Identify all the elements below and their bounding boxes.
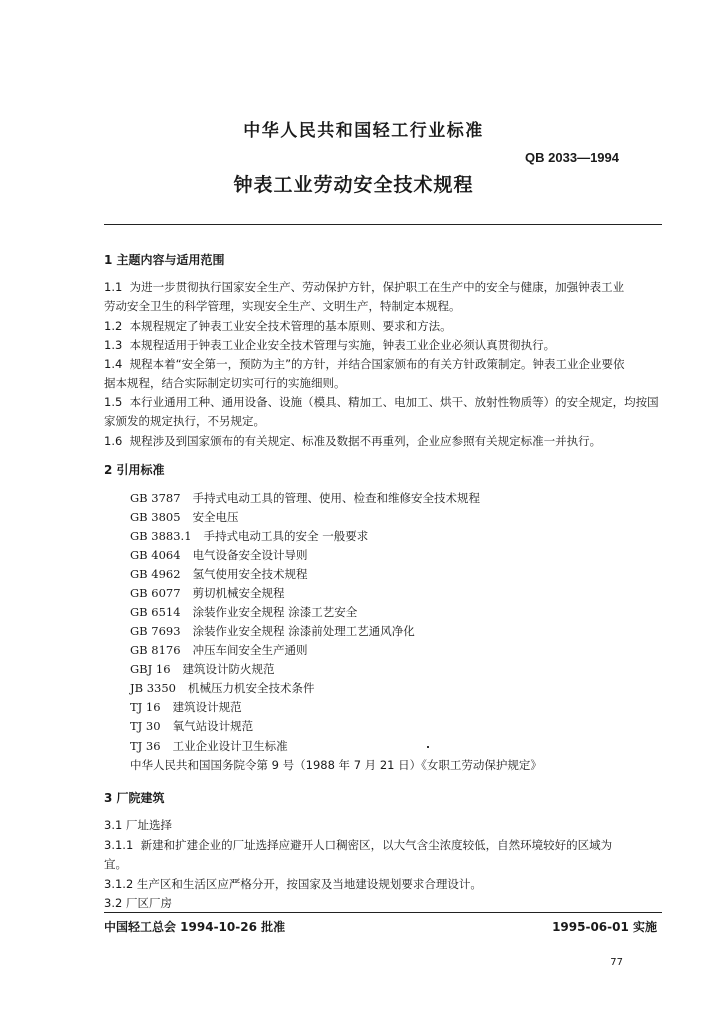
standard-code: QB 2033—1994 bbox=[525, 150, 619, 165]
item-1-1-line1 bbox=[104, 279, 624, 295]
scan-speck bbox=[427, 746, 429, 748]
item-text: 规程本着“安全第一，预防为主”的方针，并结合国家颁布的有关方针政策制定。钟表工业企业要依 bbox=[129, 357, 625, 371]
section-1-heading: 1 主题内容与适用范围 bbox=[104, 253, 225, 267]
item-text: 本行业通用工种、通用设备、设施（模具、精加工、电加工、烘干、放射性物质等）的安全规定，均按国 bbox=[129, 395, 659, 409]
item-text: 为进一步贯彻执行国家安全生产、劳动保护方针，保护职工在生产中的安全与健康，加强钟表工业 bbox=[129, 280, 625, 294]
ref-item: TJ 36 工业企业设计卫生标准 bbox=[130, 739, 288, 753]
item-text: 新建和扩建企业的厂址选择应避开人口稠密区，以大气含尘浓度较低，自然环境较好的区域为 bbox=[140, 838, 613, 852]
section-3-heading: 3 厂院建筑 bbox=[104, 791, 165, 805]
item-1-5-line2: 家颁发的规定执行，不另规定。 bbox=[104, 414, 265, 428]
item-text: 本规程适用于钟表工业企业安全技术管理与实施，钟表工业企业必须认真贯彻执行。 bbox=[129, 338, 556, 352]
item-number: 1.5 bbox=[104, 395, 123, 409]
item-1-5-line1 bbox=[104, 394, 659, 410]
item-3-1-1-line2: 宜。 bbox=[104, 857, 127, 871]
item-number: 1.1 bbox=[104, 280, 123, 294]
footer-rule bbox=[104, 912, 662, 913]
ref-item: GB 6077 剪切机械安全规程 bbox=[130, 586, 285, 600]
ref-item: GB 6514 涂装作业安全规程 涂漆工艺安全 bbox=[130, 605, 358, 619]
implementation-date: 1995-06-01 实施 bbox=[552, 920, 657, 934]
ref-item: GB 8176 冲压车间安全生产通则 bbox=[130, 643, 308, 657]
item-3-1-1-line1 bbox=[104, 837, 612, 853]
ref-item: GB 3805 安全电压 bbox=[130, 510, 239, 524]
document-title: 钟表工业劳动安全技术规程 bbox=[233, 174, 474, 196]
item-1-4-line2: 据本规程，结合实际制定切实可行的实施细则。 bbox=[104, 376, 346, 390]
item-text: 本规程规定了钟表工业安全技术管理的基本原则、要求和方法。 bbox=[129, 319, 452, 333]
decree-reference: 中华人民共和国国务院令第 9 号（1988 年 7 月 21 日）《女职工劳动保护规定》 bbox=[130, 758, 542, 772]
approval-line: 中国轻工总会 1994-10-26 批准 bbox=[104, 920, 286, 934]
item-1-2 bbox=[104, 318, 452, 334]
ref-item: GB 4064 电气设备安全设计导则 bbox=[130, 548, 308, 562]
item-number: 1.2 bbox=[104, 319, 123, 333]
item-3-1: 3.1 厂址选择 bbox=[104, 818, 172, 832]
item-1-3 bbox=[104, 337, 555, 353]
item-3-1-2: 3.1.2 生产区和生活区应严格分开，按国家及当地建设规划要求合理设计。 bbox=[104, 877, 482, 891]
ref-item: TJ 30 氧气站设计规范 bbox=[130, 719, 254, 733]
ref-item: JB 3350 机械压力机安全技术条件 bbox=[130, 681, 315, 695]
header-rule bbox=[104, 224, 662, 225]
item-1-4-line1 bbox=[104, 356, 625, 372]
item-1-6 bbox=[104, 433, 601, 449]
ref-item: GB 3787 手持式电动工具的管理、使用、检查和维修安全技术规程 bbox=[130, 491, 481, 505]
item-number: 1.4 bbox=[104, 357, 123, 371]
item-3-2: 3.2 厂区厂房 bbox=[104, 896, 172, 910]
section-2-heading: 2 引用标准 bbox=[104, 463, 165, 477]
item-1-1-line2: 劳动安全卫生的科学管理，实现安全生产、文明生产，特制定本规程。 bbox=[104, 299, 461, 313]
ref-item: TJ 16 建筑设计规范 bbox=[130, 700, 242, 714]
item-number: 1.6 bbox=[104, 434, 123, 448]
item-text: 规程涉及到国家颁布的有关规定、标准及数据不再重列，企业应参照有关规定标准一并执行。 bbox=[129, 434, 602, 448]
ref-item: GB 4962 氢气使用安全技术规程 bbox=[130, 567, 308, 581]
item-number: 1.3 bbox=[104, 338, 123, 352]
org-title: 中华人民共和国轻工行业标准 bbox=[243, 121, 484, 141]
ref-item: GBJ 16 建筑设计防火规范 bbox=[130, 662, 275, 676]
item-number: 3.1.1 bbox=[104, 838, 134, 852]
ref-item: GB 7693 涂装作业安全规程 涂漆前处理工艺通风净化 bbox=[130, 624, 415, 638]
page-number: 77 bbox=[610, 957, 623, 968]
ref-item: GB 3883.1 手持式电动工具的安全 一般要求 bbox=[130, 529, 369, 543]
